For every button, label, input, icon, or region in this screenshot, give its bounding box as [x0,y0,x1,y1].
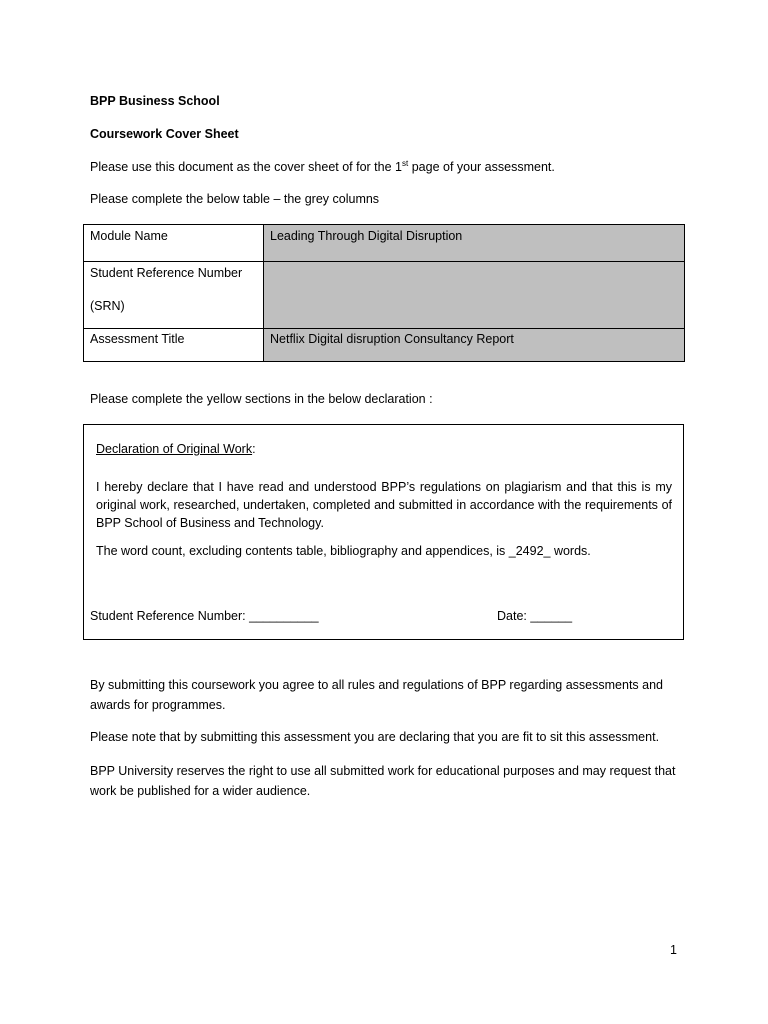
srn-signature-field[interactable]: Student Reference Number: __________ [90,609,319,623]
declaration-heading [96,442,256,456]
declaration-box [83,424,684,640]
table-row [84,225,685,262]
word-count-statement: The word count, excluding contents table, bibliography and appendices, is _2492_ words. [96,544,591,558]
srn-label [84,262,264,329]
module-name-label: Module Name [84,225,264,262]
declaration-heading-text: Declaration of Original Work [96,442,253,456]
declaration-paragraph: I hereby declare that I have read and understood BPP’s regulations on plagiarism and that this is my original work, researched, undertaken, completed and submitted in accordance with the requirements of BPP School of Business and Technology. [96,480,672,530]
assessment-title-field[interactable]: Netflix Digital disruption Consultancy Report [264,329,685,362]
instruction-text: Please use this document as the cover sheet of for the 1 [90,160,402,174]
module-info-table [83,224,685,362]
school-name: BPP Business School [90,94,220,108]
instruction-declaration: Please complete the yellow sections in the below declaration : [90,392,433,406]
superscript: st [402,158,409,168]
rights-paragraph: BPP University reserves the right to use all submitted work for educational purposes and may request that work be published for a wider audience. [90,764,676,798]
declaration-heading-colon: : [252,442,256,456]
srn-label-line1: Student Reference Number [90,266,243,280]
table-row [84,262,685,329]
page-number: 1 [670,943,677,957]
agreement-paragraph: By submitting this coursework you agree to all rules and regulations of BPP regarding assessments and awards for programmes. [90,678,663,712]
sheet-title: Coursework Cover Sheet [90,127,239,141]
srn-field[interactable] [264,262,685,329]
date-field[interactable]: Date: ______ [497,609,573,623]
instruction-text-end: page of your assessment. [408,160,555,174]
instruction-cover-sheet [90,160,555,174]
module-name-field[interactable]: Leading Through Digital Disruption [264,225,685,262]
srn-label-line2: (SRN) [90,299,125,313]
instruction-table: Please complete the below table – the grey columns [90,192,380,206]
fitness-paragraph: Please note that by submitting this assessment you are declaring that you are fit to sit this assessment. [90,730,660,744]
assessment-title-label: Assessment Title [84,329,264,362]
table-row [84,329,685,362]
